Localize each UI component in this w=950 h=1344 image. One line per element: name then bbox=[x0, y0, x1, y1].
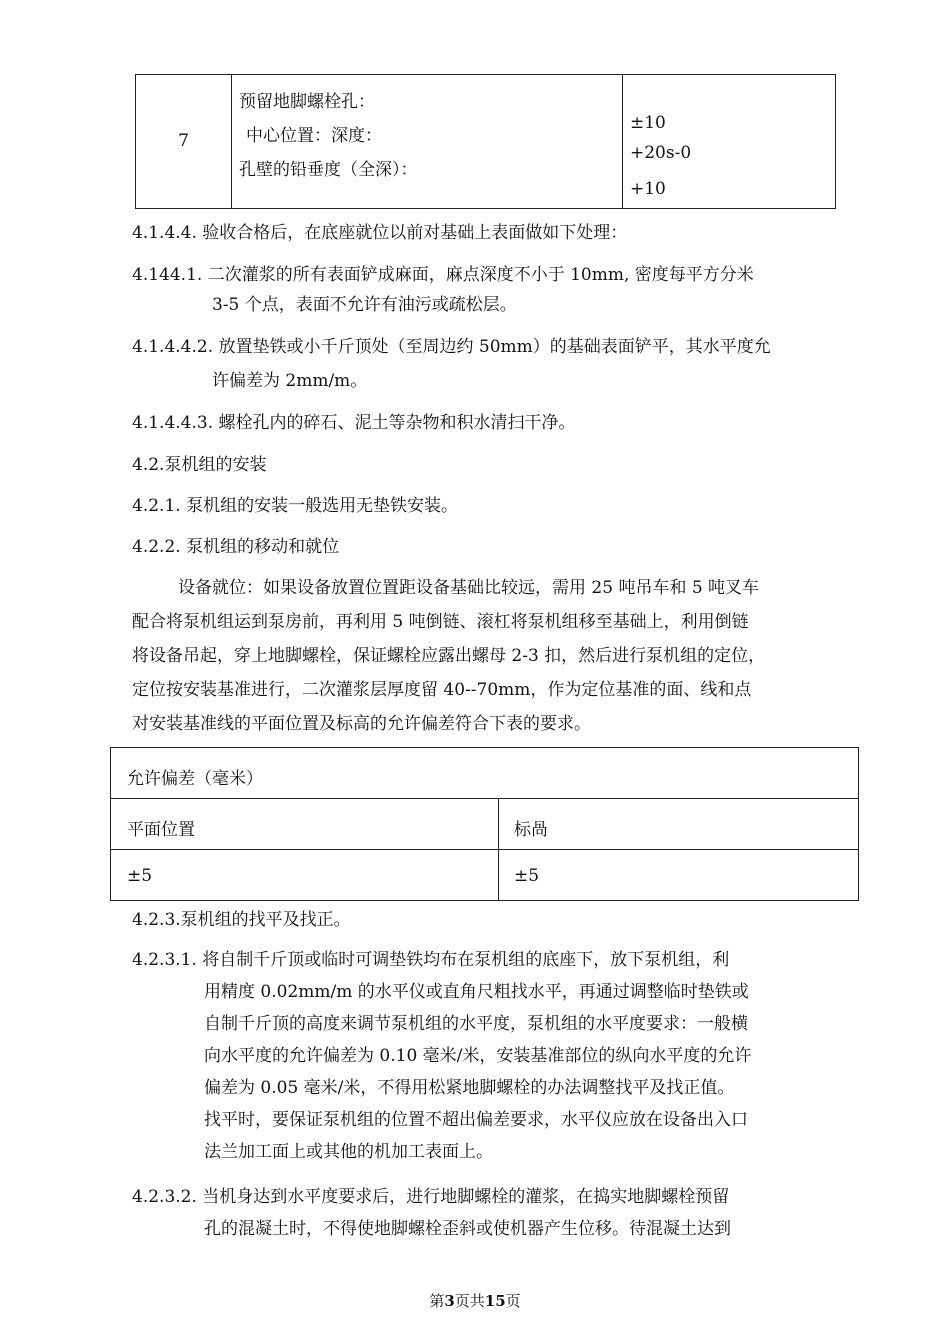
paragraph: 孔的混凝土时，不得使地脚螺栓歪斜或使机器产生位移。待混凝土达到 bbox=[204, 1219, 731, 1239]
paragraph: 4.1.4.4.2. 放置垫铁或小千斤顶处（至周边约 50mm）的基础表面铲平，其水平度允 bbox=[132, 337, 771, 357]
section-heading: 4.2.3.泵机组的找平及找正。 bbox=[132, 910, 351, 930]
paragraph: 4.144.1. 二次灌浆的所有表面铲成麻面，麻点深度不小于 10mm, 密度每平方分米 bbox=[132, 265, 754, 285]
paragraph: 自制千斤顶的高度来调节泵机组的水平度，泵机组的水平度要求：一般横 bbox=[204, 1014, 748, 1034]
table-divider bbox=[622, 75, 623, 208]
table-cell-item: 预留地脚螺栓孔： bbox=[239, 92, 375, 112]
paragraph: 用精度 0.02mm/m 的水平仪或直角尺粗找水平，再通过调整临时垫铁或 bbox=[204, 982, 749, 1002]
table-cell-item: 中心位置：深度： bbox=[246, 126, 382, 146]
paragraph: 对安装基准线的平面位置及标高的允许偏差符合下表的要求。 bbox=[132, 714, 591, 734]
paragraph: 法兰加工面上或其他的机加工表面上。 bbox=[204, 1142, 493, 1162]
paragraph: 4.1.4.4.3. 螺栓孔内的碎石、泥土等杂物和积水清扫干净。 bbox=[132, 413, 576, 433]
paragraph: 4.2.3.2. 当机身达到水平度要求后，进行地脚螺栓的灌浆，在捣实地脚螺栓预留 bbox=[132, 1187, 730, 1207]
paragraph: 定位按安装基准进行，二次灌浆层厚度留 40--70mm，作为定位基准的面、线和点 bbox=[132, 680, 752, 700]
table-divider bbox=[231, 75, 232, 208]
footer-page-number: 3 bbox=[444, 1292, 455, 1310]
table-divider bbox=[498, 798, 499, 900]
paragraph: 设备就位：如果设备放置位置距设备基础比较远，需用 25 吨吊车和 5 吨叉车 bbox=[178, 578, 760, 598]
section-heading: 4.2.2. 泵机组的移动和就位 bbox=[132, 537, 340, 557]
paragraph: 将设备吊起，穿上地脚螺栓，保证螺栓应露出螺母 2-3 扣，然后进行泵机组的定位， bbox=[132, 646, 766, 666]
table-cell-value: +10 bbox=[630, 179, 666, 199]
footer-total-pages: 15 bbox=[484, 1292, 506, 1310]
table-cell: 平面位置 bbox=[127, 820, 195, 840]
paragraph: 4.1.4.4. 验收合格后，在底座就位以前对基础上表面做如下处理： bbox=[132, 223, 628, 243]
table-cell: 标咼 bbox=[514, 820, 548, 840]
paragraph: 4.2.1. 泵机组的安装一般选用无垫铁安装。 bbox=[132, 496, 459, 516]
table-cell: ±5 bbox=[127, 866, 153, 886]
table-header: 允许偏差（毫米） bbox=[127, 769, 263, 789]
section-heading: 4.2.泵机组的安装 bbox=[132, 455, 267, 475]
paragraph: 配合将泵机组运到泵房前，再利用 5 吨倒链、滚杠将泵机组移至基础上，利用倒链 bbox=[132, 612, 749, 632]
paragraph: 找平时，要保证泵机组的位置不超出偏差要求，水平仪应放在设备出入口 bbox=[204, 1110, 748, 1130]
footer-prefix: 第 bbox=[429, 1292, 445, 1310]
footer-middle: 页共 bbox=[454, 1292, 485, 1310]
table-cell-value: +20s-0 bbox=[630, 143, 692, 163]
page-footer bbox=[0, 1290, 950, 1311]
table-divider bbox=[111, 798, 858, 799]
table-cell: ±5 bbox=[514, 866, 540, 886]
footer-suffix: 页 bbox=[505, 1292, 521, 1310]
table-cell-value: ±10 bbox=[630, 113, 666, 133]
paragraph: 向水平度的允许偏差为 0.10 毫米/米，安装基准部位的纵向水平度的允许 bbox=[204, 1046, 752, 1066]
paragraph: 偏差为 0.05 毫米/米，不得用松紧地脚螺栓的办法调整找平及找正值。 bbox=[204, 1078, 735, 1098]
paragraph: 3-5 个点，表面不允许有油污或疏松层。 bbox=[212, 295, 517, 315]
row-number: 7 bbox=[178, 131, 189, 151]
paragraph: 许偏差为 2mm/m。 bbox=[212, 371, 368, 391]
table-divider bbox=[111, 849, 858, 850]
spec-table bbox=[135, 74, 836, 209]
deviation-table bbox=[110, 747, 859, 901]
paragraph: 4.2.3.1. 将自制千斤顶或临时可调垫铁均布在泵机组的底座下，放下泵机组，利 bbox=[132, 950, 730, 970]
table-cell-item: 孔壁的铅垂度（全深）： bbox=[239, 160, 418, 180]
